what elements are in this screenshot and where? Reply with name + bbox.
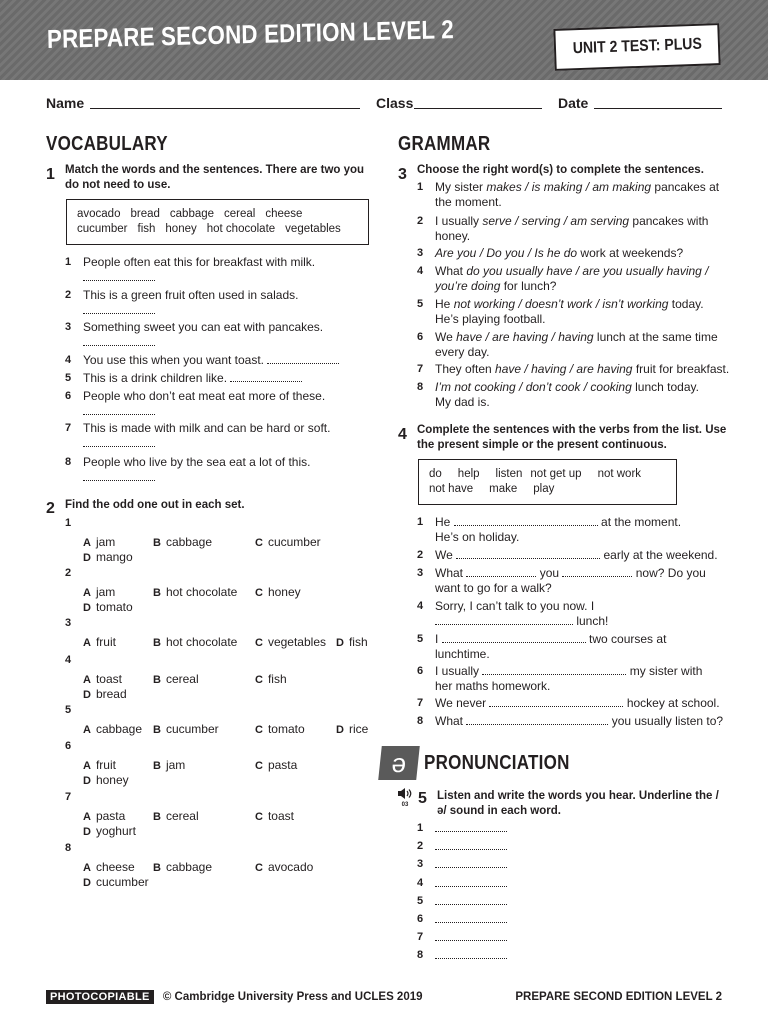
answer-blank[interactable]: [267, 353, 339, 364]
list-item: [83, 320, 373, 350]
item-text: We: [435, 548, 453, 562]
option-c[interactable]: [255, 758, 297, 772]
schwa-icon: [378, 746, 420, 780]
option-text: cabbage: [95, 722, 142, 736]
question-instruction: Choose the right word(s) to complete the sentences.: [417, 164, 704, 176]
set-number: 2: [65, 567, 72, 579]
option-text: cheese: [95, 860, 135, 874]
item-number: 6: [417, 331, 424, 343]
option-c[interactable]: [255, 809, 294, 823]
option-letter: D: [336, 637, 344, 649]
option-letter: D: [83, 602, 91, 614]
option-text: vegetables: [267, 635, 326, 649]
list-item: [435, 515, 735, 545]
answer-blank[interactable]: [456, 548, 600, 559]
option-text: tomato: [267, 722, 305, 736]
list-item: [83, 255, 373, 285]
item-text: my sister with: [629, 664, 703, 678]
item-number: 2: [65, 289, 72, 301]
class-field[interactable]: [414, 108, 542, 109]
item-number: 4: [417, 600, 424, 612]
set-number: 1: [65, 517, 72, 529]
item-number: 1: [417, 516, 424, 528]
option-letter: B: [153, 587, 161, 599]
name-field[interactable]: [90, 108, 360, 109]
set-number: 6: [65, 740, 72, 752]
answer-blank[interactable]: [435, 876, 507, 891]
word: hot chocolate: [206, 223, 276, 235]
item-number: 3: [65, 321, 72, 333]
list-item: [83, 288, 373, 318]
option-letter: A: [83, 811, 91, 823]
item-number: 5: [417, 298, 424, 310]
option-c[interactable]: [255, 585, 301, 599]
option-text: fruit: [95, 635, 116, 649]
list-item: [435, 696, 735, 711]
item-number: 1: [417, 181, 424, 193]
item-text: you usually listen to?: [611, 714, 724, 728]
item-text: pancakes at: [651, 180, 720, 194]
word: vegetables: [285, 223, 341, 235]
option-text: cabbage: [165, 860, 212, 874]
list-item: [83, 389, 373, 419]
item-text: at the moment.: [601, 515, 682, 529]
answer-blank[interactable]: [435, 948, 507, 963]
item-number: 4: [65, 354, 72, 366]
choice-options[interactable]: makes / is making / am making: [486, 180, 652, 194]
list-item: [435, 664, 735, 694]
date-label: Date: [558, 95, 589, 111]
item-number: 4: [417, 876, 424, 889]
answer-blank[interactable]: [482, 664, 626, 675]
option-text: fish: [348, 635, 368, 649]
option-text: jam: [95, 585, 116, 599]
list-item: [435, 330, 730, 360]
item-text: Something sweet you can eat with pancakes.: [83, 320, 324, 334]
list-item: [435, 214, 730, 244]
option-a[interactable]: [83, 672, 122, 686]
question-instruction: Complete the sentences with the verbs from the list. Use the present simple or the present continuous.: [417, 424, 727, 451]
option-d[interactable]: [83, 875, 149, 889]
option-d[interactable]: [83, 824, 136, 838]
item-text: This is a drink children like.: [83, 371, 228, 385]
item-text: for lunch?: [500, 279, 557, 293]
item-text: lunchtime.: [435, 647, 490, 661]
item-text: We: [435, 330, 457, 344]
item-text: honey.: [435, 229, 471, 243]
choice-options[interactable]: have / are having / having: [456, 330, 594, 344]
item-number: 6: [417, 665, 424, 677]
set-number: 8: [65, 842, 72, 854]
option-b[interactable]: [153, 672, 199, 686]
item-text: lunch at the same time: [593, 330, 718, 344]
list-item: [435, 180, 730, 210]
pronunciation-heading: PRONUNCIATION: [424, 752, 570, 774]
header-banner: [0, 0, 768, 80]
item-text: You use this when you want toast.: [83, 353, 265, 367]
option-d[interactable]: [336, 635, 368, 649]
item-text: her maths homework.: [435, 679, 551, 693]
word: not have: [429, 483, 474, 495]
item-text: I usually: [435, 214, 483, 228]
item-number: 8: [417, 949, 424, 962]
item-text: My sister: [435, 180, 487, 194]
item-number: 5: [417, 894, 424, 907]
option-letter: A: [83, 760, 91, 772]
option-d[interactable]: [83, 773, 129, 787]
item-text: Sorry, I can’t talk to you now. I: [435, 599, 595, 613]
vocabulary-heading: VOCABULARY: [46, 133, 168, 155]
option-text: rice: [348, 722, 369, 736]
option-text: tomato: [95, 600, 133, 614]
option-letter: D: [83, 877, 91, 889]
item-text: What: [435, 714, 464, 728]
word: help: [457, 468, 480, 480]
audio-icon[interactable]: [397, 787, 413, 808]
answer-blank[interactable]: [466, 566, 536, 577]
list-item: [83, 371, 373, 386]
answer-blank[interactable]: [442, 632, 586, 643]
option-letter: D: [83, 689, 91, 701]
question-number: 5: [418, 790, 427, 807]
answer-blank[interactable]: [466, 714, 608, 725]
option-letter: B: [153, 862, 161, 874]
item-text: My dad is.: [435, 395, 490, 409]
word: cheese: [265, 208, 303, 220]
option-text: toast: [95, 672, 122, 686]
item-text: People often eat this for breakfast with milk.: [83, 255, 316, 269]
option-letter: B: [153, 674, 161, 686]
date-field[interactable]: [594, 108, 722, 109]
item-text: you: [539, 566, 560, 580]
option-text: cucumber: [165, 722, 219, 736]
footer-right: PREPARE SECOND EDITION LEVEL 2: [515, 991, 722, 1003]
item-text: He: [435, 515, 451, 529]
option-letter: D: [336, 724, 344, 736]
item-number: 1: [65, 256, 72, 268]
item-text: work at weekends?: [577, 246, 684, 260]
item-text: He’s playing football.: [435, 312, 546, 326]
item-number: 7: [417, 931, 424, 944]
option-letter: A: [83, 724, 91, 736]
choice-options[interactable]: do you usually have / are you usually having /: [466, 264, 709, 278]
speaker-icon: [397, 787, 413, 800]
item-text: two courses at: [589, 632, 667, 646]
word: play: [533, 483, 555, 495]
item-number: 2: [417, 840, 424, 853]
choice-options[interactable]: serve / serving / am serving: [482, 214, 630, 228]
word: do: [429, 468, 442, 480]
option-letter: B: [153, 537, 161, 549]
choice-options[interactable]: m not cooking / don’t cook / cooking: [441, 380, 632, 394]
footer-left: [46, 991, 423, 1003]
word: make: [489, 483, 518, 495]
option-letter: A: [83, 587, 91, 599]
list-item: [83, 353, 373, 368]
option-text: jam: [95, 535, 116, 549]
option-c[interactable]: [255, 635, 326, 649]
list-item: [435, 548, 735, 563]
item-text: What: [435, 264, 467, 278]
item-text: want to go for a walk?: [435, 581, 552, 595]
list-item: [435, 380, 730, 410]
list-item: [435, 566, 735, 596]
list-item: [435, 264, 730, 294]
option-text: fruit: [95, 758, 116, 772]
option-text: cereal: [165, 809, 199, 823]
option-letter: C: [255, 724, 263, 736]
word: cabbage: [169, 208, 215, 220]
option-letter: A: [83, 674, 91, 686]
option-text: fish: [267, 672, 287, 686]
choice-options[interactable]: I’: [435, 380, 441, 394]
answer-blank[interactable]: [83, 470, 155, 481]
item-number: 8: [417, 381, 424, 393]
answer-blank[interactable]: [435, 839, 507, 854]
item-text: every day.: [435, 345, 490, 359]
set-number: 7: [65, 791, 72, 803]
option-letter: C: [255, 537, 263, 549]
word: avocado: [77, 208, 121, 220]
option-text: pasta: [95, 809, 126, 823]
item-number: 5: [417, 633, 424, 645]
question-instruction: Find the odd one out in each set.: [65, 499, 245, 511]
option-d[interactable]: [83, 600, 133, 614]
schwa-symbol: ə: [390, 747, 408, 778]
option-b[interactable]: [153, 585, 237, 599]
verb-box: [418, 459, 677, 505]
word: fish: [137, 223, 156, 235]
item-number: 8: [417, 715, 424, 727]
copyright-text: © Cambridge University Press and UCLES 2019: [162, 991, 423, 1003]
option-text: honey: [267, 585, 301, 599]
audio-track-number: 03: [401, 802, 409, 808]
answer-blank[interactable]: [83, 404, 155, 415]
option-letter: B: [153, 811, 161, 823]
list-item: [435, 599, 735, 629]
option-d[interactable]: [83, 687, 127, 701]
option-text: hot chocolate: [165, 635, 238, 649]
option-letter: B: [153, 724, 161, 736]
item-text: People who don’t eat meat eat more of these.: [83, 389, 326, 403]
option-letter: A: [83, 537, 91, 549]
class-label: Class: [376, 95, 414, 111]
option-text: pasta: [267, 758, 298, 772]
item-text: fruit for breakfast.: [632, 362, 730, 376]
answer-blank[interactable]: [435, 930, 507, 945]
item-number: 3: [417, 858, 424, 871]
list-item: [435, 246, 730, 261]
item-number: 4: [417, 265, 424, 277]
item-text: This is a green fruit often used in salads.: [83, 288, 299, 302]
question-instruction: Listen and write the words you hear. Underline the /ə/ sound in each word.: [437, 790, 719, 817]
option-letter: C: [255, 587, 263, 599]
item-text: hockey at school.: [626, 696, 720, 710]
choice-options[interactable]: have / having / are having: [495, 362, 633, 376]
answer-blank[interactable]: [435, 614, 573, 625]
item-text: early at the weekend.: [603, 548, 718, 562]
word: cereal: [224, 208, 256, 220]
item-number: 2: [417, 215, 424, 227]
question-number: 2: [46, 500, 55, 517]
item-number: 6: [65, 390, 72, 402]
set-number: 5: [65, 704, 72, 716]
option-c[interactable]: [255, 672, 287, 686]
item-text: lunch today.: [631, 380, 699, 394]
option-text: yoghurt: [95, 824, 136, 838]
option-c[interactable]: [255, 535, 321, 549]
question-number: 1: [46, 166, 55, 183]
choice-options[interactable]: you’re doing: [435, 279, 501, 293]
word: cucumber: [77, 223, 128, 235]
option-c[interactable]: [255, 722, 305, 736]
option-letter: A: [83, 862, 91, 874]
answer-blank[interactable]: [489, 696, 623, 707]
answer-blank[interactable]: [435, 912, 507, 927]
item-text: I: [435, 632, 439, 646]
item-text: pancakes with: [629, 214, 709, 228]
option-letter: B: [153, 760, 161, 772]
option-a[interactable]: [83, 635, 116, 649]
option-text: avocado: [267, 860, 314, 874]
item-text: We never: [435, 696, 487, 710]
option-a[interactable]: [83, 860, 135, 874]
word-box: [66, 199, 369, 245]
list-item: [83, 455, 373, 485]
item-text: now? Do you: [635, 566, 706, 580]
word: not get up: [530, 468, 582, 480]
option-letter: C: [255, 760, 263, 772]
item-text: They often: [435, 362, 496, 376]
list-item: [435, 297, 730, 327]
word: bread: [130, 208, 160, 220]
item-number: 1: [417, 822, 424, 834]
item-text: the moment.: [435, 195, 502, 209]
option-letter: C: [255, 862, 263, 874]
option-b[interactable]: [153, 758, 185, 772]
option-letter: D: [83, 552, 91, 564]
item-text: He: [435, 297, 454, 311]
option-text: bread: [95, 687, 127, 701]
option-letter: C: [255, 811, 263, 823]
option-letter: A: [83, 637, 91, 649]
option-letter: C: [255, 674, 263, 686]
answer-blank[interactable]: [83, 303, 155, 314]
option-text: toast: [267, 809, 294, 823]
answer-blank[interactable]: [230, 371, 302, 382]
option-a[interactable]: [83, 585, 115, 599]
list-item: [435, 632, 735, 662]
item-text: This is made with milk and can be hard or soft.: [83, 421, 331, 435]
word: listen: [495, 468, 523, 480]
set-number: 4: [65, 654, 72, 666]
item-text: What: [435, 566, 464, 580]
answer-blank[interactable]: [454, 515, 598, 526]
item-number: 8: [65, 456, 72, 468]
item-text: today.: [668, 297, 704, 311]
list-item: [83, 421, 373, 451]
choice-options[interactable]: not working / doesn’t work / isn’t working: [453, 297, 669, 311]
answer-blank[interactable]: [435, 821, 507, 836]
option-a[interactable]: [83, 535, 115, 549]
item-number: 5: [65, 372, 72, 384]
option-b[interactable]: [153, 635, 237, 649]
question-number: 3: [398, 166, 407, 183]
item-number: 7: [417, 697, 424, 709]
option-text: honey: [95, 773, 129, 787]
item-text: I usually: [435, 664, 480, 678]
option-c[interactable]: [255, 860, 313, 874]
page-title: PREPARE SECOND EDITION LEVEL 2: [46, 14, 455, 54]
list-item: [435, 714, 735, 729]
unit-label: UNIT 2 TEST: PLUS: [572, 35, 702, 58]
answer-blank[interactable]: [435, 894, 507, 909]
option-text: hot chocolate: [165, 585, 238, 599]
item-text: lunch!: [576, 614, 609, 628]
item-number: 3: [417, 567, 424, 579]
item-number: 7: [417, 363, 424, 375]
option-text: cabbage: [165, 535, 212, 549]
option-text: cucumber: [95, 875, 149, 889]
item-text: He’s on holiday.: [435, 530, 520, 544]
set-number: 3: [65, 617, 72, 629]
answer-blank[interactable]: [83, 335, 155, 346]
option-b[interactable]: [153, 535, 212, 549]
option-d[interactable]: [83, 550, 133, 564]
word: honey: [165, 223, 197, 235]
item-number: 6: [417, 913, 424, 925]
option-b[interactable]: [153, 860, 212, 874]
item-number: 7: [65, 422, 72, 434]
option-letter: D: [83, 826, 91, 838]
answer-blank[interactable]: [83, 270, 155, 281]
option-text: jam: [165, 758, 186, 772]
item-number: 3: [417, 247, 424, 259]
question-number: 4: [398, 426, 407, 443]
option-a[interactable]: [83, 722, 142, 736]
option-b[interactable]: [153, 809, 199, 823]
option-text: cereal: [165, 672, 199, 686]
name-label: Name: [46, 95, 85, 111]
option-letter: D: [83, 775, 91, 787]
answer-blank[interactable]: [562, 566, 632, 577]
option-a[interactable]: [83, 758, 116, 772]
item-number: 2: [417, 549, 424, 561]
grammar-heading: GRAMMAR: [398, 133, 491, 155]
question-instruction: Match the words and the sentences. There are two you do not need to use.: [65, 164, 365, 191]
option-a[interactable]: [83, 809, 125, 823]
list-item: [435, 362, 730, 377]
answer-blank[interactable]: [435, 857, 507, 872]
option-d[interactable]: [336, 722, 368, 736]
option-text: mango: [95, 550, 133, 564]
option-letter: B: [153, 637, 161, 649]
photocopiable-badge: PHOTOCOPIABLE: [46, 990, 154, 1004]
answer-blank[interactable]: [83, 436, 155, 447]
choice-options[interactable]: Are you / Do you / Is he do: [435, 246, 578, 260]
unit-label-box: [553, 23, 720, 71]
option-text: cucumber: [267, 535, 321, 549]
option-letter: C: [255, 637, 263, 649]
option-b[interactable]: [153, 722, 219, 736]
item-text: People who live by the sea eat a lot of this.: [83, 455, 311, 469]
word: not work: [597, 468, 642, 480]
